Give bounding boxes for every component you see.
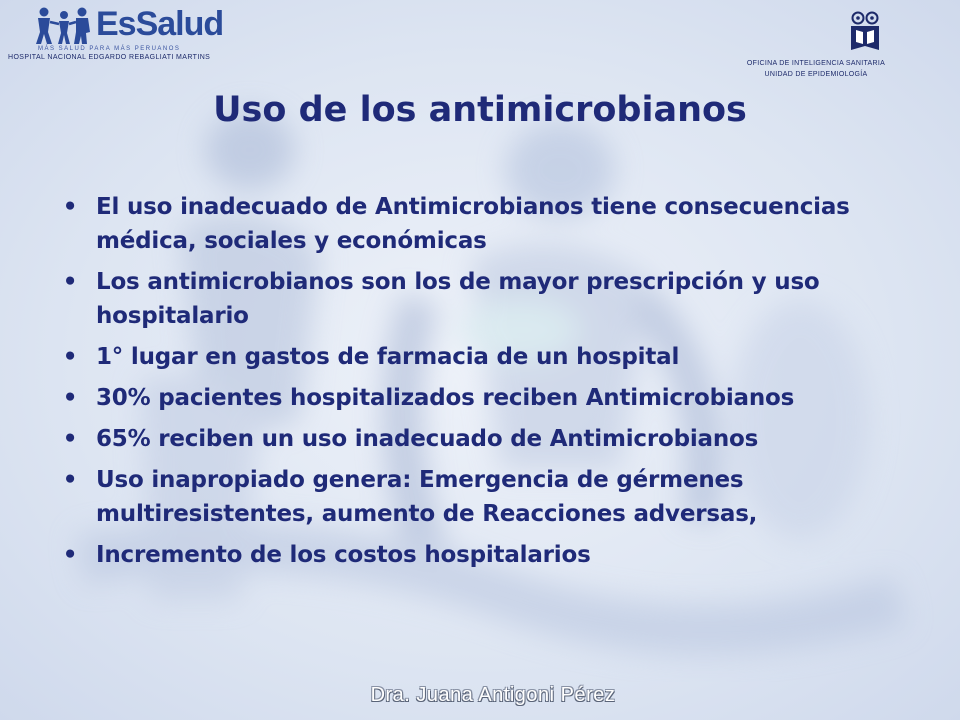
bullet-text: Incremento de los costos hospitalarios	[96, 542, 591, 568]
owl-book-logo-icon	[848, 10, 882, 54]
bullet-item	[58, 190, 938, 258]
footer-author: Dra. Juana Antigoni Pérez	[370, 684, 616, 706]
family-logo-icon	[34, 6, 94, 46]
essalud-logo	[30, 4, 224, 56]
bullet-item	[58, 463, 938, 531]
bullet-text: 30% pacientes hospitalizados reciben Antimicrobianos	[96, 385, 795, 411]
bullet-text: Uso inapropiado genera: Emergencia de gérmenes multiresistentes, aumento de Reacciones adversas,	[96, 467, 758, 527]
bullet-list	[58, 190, 938, 579]
bullet-text: 1° lugar en gastos de farmacia de un hospital	[96, 344, 680, 370]
slide-title: Uso de los antimicrobianos	[213, 90, 747, 130]
bullet-item	[58, 422, 938, 456]
office-line-1: OFICINA DE INTELIGENCIA SANITARIA	[746, 60, 886, 67]
brand-tagline: MÁS SALUD PARA MÁS PERUANOS	[38, 46, 181, 52]
bullet-item	[58, 538, 938, 572]
bullet-item	[58, 381, 938, 415]
bullet-icon: •	[62, 385, 78, 411]
bullet-icon: •	[62, 467, 78, 493]
bullet-text: Los antimicrobianos son los de mayor prescripción y uso hospitalario	[96, 269, 820, 329]
bullet-text: 65% reciben un uso inadecuado de Antimicrobianos	[96, 426, 759, 452]
office-name	[696, 58, 936, 80]
hospital-name: HOSPITAL NACIONAL EDGARDO REBAGLIATI MARTINS	[8, 54, 211, 61]
bullet-icon: •	[62, 269, 78, 295]
bullet-icon: •	[62, 194, 78, 220]
bullet-icon: •	[62, 344, 78, 370]
office-line-2: UNIDAD DE EPIDEMIOLOGÍA	[764, 71, 868, 78]
bullet-icon: •	[62, 542, 78, 568]
bullet-item	[58, 265, 938, 333]
bullet-text: El uso inadecuado de Antimicrobianos tiene consecuencias médica, sociales y económicas	[96, 194, 850, 254]
bullet-item	[58, 340, 938, 374]
bullet-icon: •	[62, 426, 78, 452]
brand-name: EsSalud	[96, 5, 224, 43]
